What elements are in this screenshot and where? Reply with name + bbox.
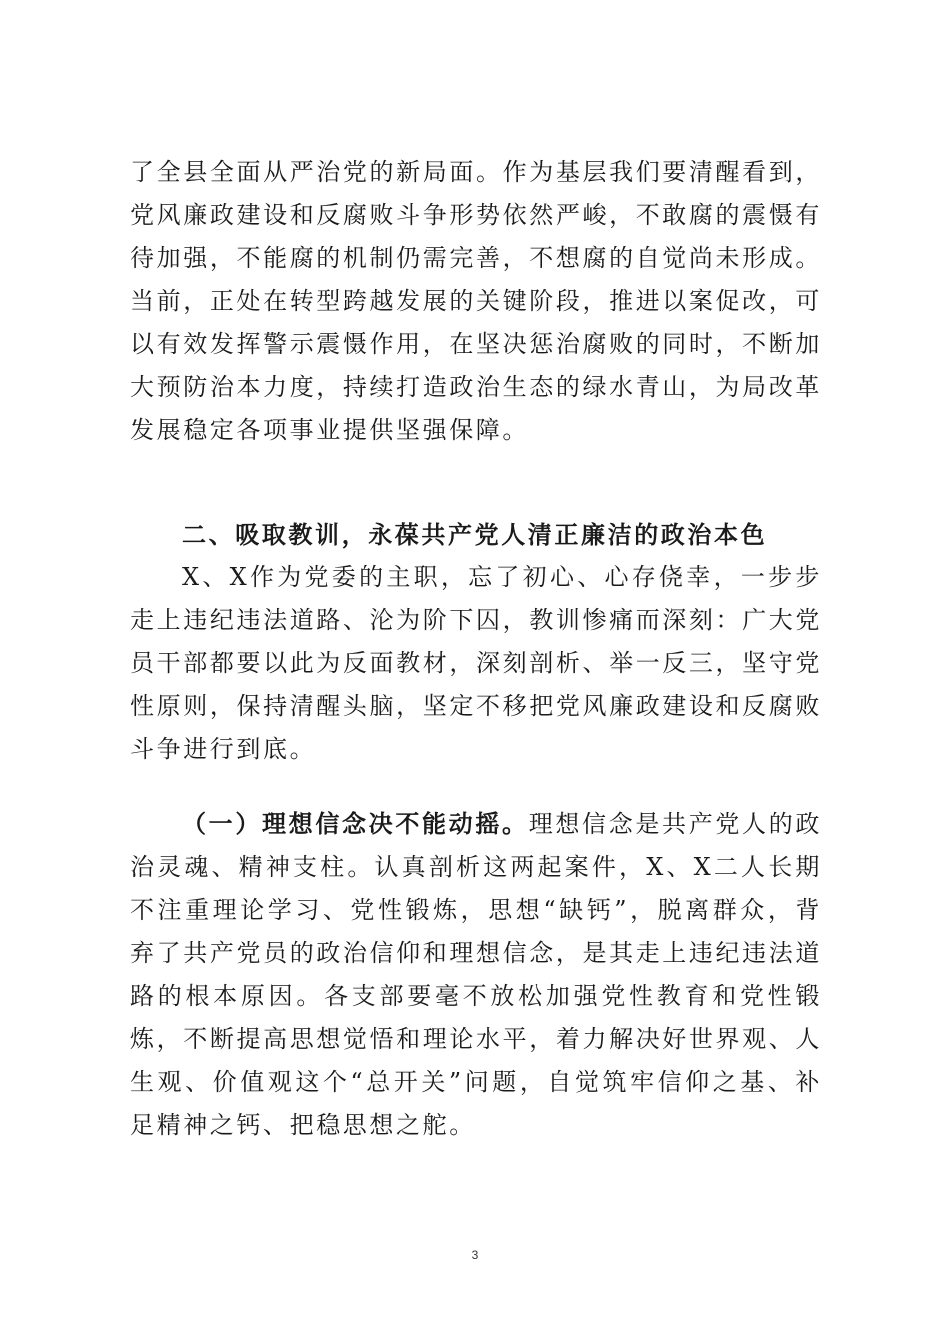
section-heading: 二、吸取教训，永葆共产党人清正廉洁的政治本色 xyxy=(182,520,768,549)
paragraph-lessons: X、X作为党委的主职，忘了初心、心存侥幸，一步步走上违纪违法道路、沦为阶下囚，教训惨痛而深刻：广大党员干部都要以此为反面教材，深刻剖析、举一反三，坚守党性原则，保持清醒头脑，坚定不移把党风廉政建设和反腐败斗争进行到底。 xyxy=(130,563,822,763)
subsection-body: 理想信念是共产党人的政治灵魂、精神支柱。认真剖析这两起案件，X、X二人长期不注重理论学习、党性锻炼，思想“缺钙”，脱离群众，背弃了共产党员的政治信仰和理想信念，是其走上违纪违法道路的根本原因。各支部要毫不放松加强党性教育和党性锻炼，不断提高思想觉悟和理论水平，着力解决好世界观、人生观、价值观这个“总开关”问题，自觉筑牢信仰之基、补足精神之钙、把稳思想之舵。 xyxy=(130,810,822,1139)
subsection-heading: （一）理想信念决不能动摇。 xyxy=(182,809,529,838)
paragraph-continuation: 了全县全面从严治党的新局面。作为基层我们要清醒看到，党风廉政建设和反腐败斗争形势依然严峻，不敢腐的震慑有待加强，不能腐的机制仍需完善，不想腐的自觉尚未形成。当前，正处在转型跨越发展的关键阶段，推进以案促改，可以有效发挥警示震慑作用，在坚决惩治腐败的同时，不断加大预防治本力度，持续打造政治生态的绿水青山，为局改革发展稳定各项事业提供坚强保障。 xyxy=(130,158,822,444)
page-number: 3 xyxy=(471,1248,479,1262)
paragraph-ideals xyxy=(130,802,822,1147)
